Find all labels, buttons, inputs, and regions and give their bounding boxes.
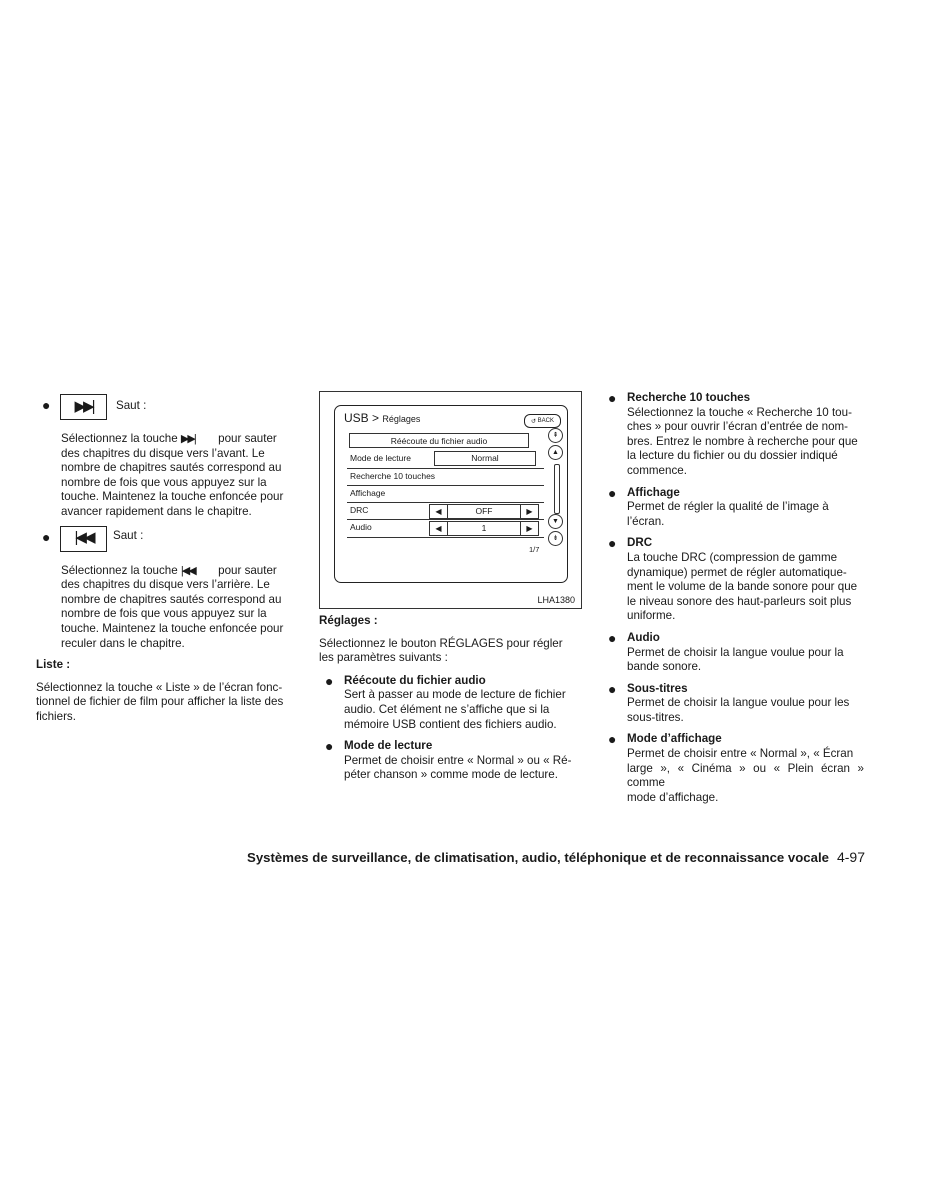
item-title: Affichage <box>627 485 680 499</box>
item-title: Audio <box>627 630 660 644</box>
audio-left-arrow-icon[interactable]: ◀ <box>429 521 448 536</box>
line: Permet de choisir entre « Normal », « Écran <box>627 747 854 761</box>
line: l’écran. <box>627 514 665 528</box>
row-label: Audio <box>350 522 372 532</box>
line: Permet de choisir la langue voulue pour les <box>627 696 850 710</box>
item-reecoute <box>319 674 581 732</box>
back-label: BACK <box>537 418 555 424</box>
list-bottom-line <box>347 537 544 538</box>
item-title: Mode d’affichage <box>627 732 722 746</box>
footer-title: Systèmes de surveillance, de climatisation, audio, téléphonique et de reconnaissance vocale <box>247 850 829 865</box>
scrollbar[interactable] <box>554 464 560 514</box>
page-down-icon[interactable]: ⇟ <box>548 531 563 546</box>
item-title: Recherche 10 touches <box>627 391 751 404</box>
bullet: ● <box>325 672 334 689</box>
saut-back-section <box>36 530 298 560</box>
line: sous-titres. <box>627 710 684 724</box>
reglages-intro <box>319 637 581 666</box>
reglages-heading: Réglages : <box>319 614 378 627</box>
line: la lecture du fichier ou du dossier indiqué <box>627 449 838 463</box>
bullet: ● <box>608 484 617 501</box>
line: touche. Maintenez la touche enfoncée pour <box>61 490 284 504</box>
item-mode-lecture <box>319 739 581 783</box>
line: nombre de chapitres sautés correspond au <box>61 592 282 606</box>
drc-left-arrow-icon[interactable]: ◀ <box>429 504 448 519</box>
back-button[interactable]: ↺ BACK <box>524 414 561 428</box>
item-sous-titres <box>602 682 864 726</box>
saut-back-pre: Sélectionnez la touche <box>61 563 178 577</box>
line: péter chanson » comme mode de lecture. <box>344 768 558 782</box>
line: le niveau sonore des haut-parleurs soit plus <box>627 594 852 608</box>
drc-right-arrow-icon[interactable]: ▶ <box>520 504 539 519</box>
saut-back-desc <box>36 564 298 652</box>
row-label: Mode de lecture <box>350 453 411 463</box>
item-title: Mode de lecture <box>344 739 433 753</box>
saut-forward-section <box>36 398 298 428</box>
row-label: Affichage <box>350 488 386 498</box>
scroll-up-icon[interactable]: ▲ <box>548 445 563 460</box>
line: Permet de choisir entre « Normal » ou « Ré- <box>344 753 572 767</box>
middle-column <box>319 614 581 783</box>
figure-code: LHA1380 <box>537 595 575 605</box>
row-label: DRC <box>350 505 369 515</box>
line: Permet de régler la qualité de l’image à <box>627 500 829 514</box>
saut-forward-desc <box>36 432 298 520</box>
bullet: ● <box>325 738 334 755</box>
item-mode-affichage <box>602 732 864 805</box>
item-audio <box>602 631 864 675</box>
line: mode d’affichage. <box>627 790 719 804</box>
audio-value: 1 <box>447 521 521 536</box>
line: mémoire USB contient des fichiers audio. <box>344 717 557 731</box>
menu-row-reecoute[interactable]: Réécoute du fichier audio <box>349 433 529 448</box>
line: Sélectionnez le bouton RÉGLAGES pour régler <box>319 636 563 650</box>
item-drc <box>602 536 864 624</box>
line: des chapitres du disque vers l’avant. Le <box>61 446 265 460</box>
line: les paramètres suivants : <box>319 651 448 665</box>
line: bande sonore. <box>627 660 702 674</box>
screen-title-main: USB > <box>344 411 383 425</box>
screen-title <box>344 411 420 425</box>
page-up-icon[interactable]: ⇞ <box>548 428 563 443</box>
bullet: ● <box>608 731 617 748</box>
bullet: ● <box>608 535 617 552</box>
mode-lecture-value: Normal <box>434 451 536 466</box>
drc-value: OFF <box>447 504 521 519</box>
page-number: 4-97 <box>836 849 865 865</box>
saut-forward-label: Saut : <box>116 399 147 412</box>
liste-heading: Liste : <box>36 658 71 672</box>
line: ment le volume de la bande sonore pour que <box>627 580 858 594</box>
liste-desc <box>36 681 298 725</box>
screen-title-sub: Réglages <box>382 414 421 424</box>
scroll-down-icon[interactable]: ▼ <box>548 514 563 529</box>
right-column <box>602 391 864 805</box>
line: touche. Maintenez la touche enfoncée pour <box>61 621 284 635</box>
line: nombre de chapitres sautés correspond au <box>61 461 282 475</box>
page-indicator: 1/7 <box>529 545 540 554</box>
line: audio. Cet élément ne s’affiche que si la <box>344 702 550 716</box>
settings-screen-figure <box>319 391 582 609</box>
bullet: ● <box>42 397 51 413</box>
line: Sélectionnez la touche « Liste » de l’écran fonc- <box>36 680 283 694</box>
menu-row-recherche[interactable] <box>347 468 544 483</box>
menu-row-affichage[interactable] <box>347 485 544 500</box>
line: bres. Entrez le nombre à recherche pour que <box>627 434 858 448</box>
skip-back-icon: |◀◀ <box>180 564 195 577</box>
saut-forward-pre: Sélectionnez la touche <box>61 432 178 445</box>
skip-back-icon: |◀◀ <box>60 526 107 552</box>
line: tionnel de fichier de film pour afficher la liste des <box>36 695 284 709</box>
usb-settings-screen <box>334 405 568 583</box>
bullet: ● <box>42 528 51 545</box>
line: nombre de fois que vous appuyez sur la <box>61 475 267 489</box>
line: Permet de choisir la langue voulue pour la <box>627 645 844 659</box>
saut-back-label: Saut : <box>113 528 144 542</box>
line: uniforme. <box>627 609 676 623</box>
line: La touche DRC (compression de gamme <box>627 550 838 564</box>
item-affichage <box>602 486 864 530</box>
skip-forward-icon: ▶▶| <box>180 433 195 445</box>
line: large », « Cinéma » ou « Plein écran » comme <box>627 761 864 790</box>
line: reculer dans le chapitre. <box>61 636 185 650</box>
line: commence. <box>627 463 687 477</box>
saut-back-post: pour sauter <box>218 563 277 577</box>
item-title: Réécoute du fichier audio <box>344 673 486 687</box>
line: Sert à passer au mode de lecture de fichier <box>344 688 566 702</box>
left-column <box>36 398 298 725</box>
row-label: Recherche 10 touches <box>350 471 436 481</box>
bullet: ● <box>608 629 617 646</box>
audio-right-arrow-icon[interactable]: ▶ <box>520 521 539 536</box>
item-title: DRC <box>627 536 653 550</box>
saut-forward-post: pour sauter <box>218 432 277 445</box>
line: ches » pour ouvrir l’écran d’entrée de nom- <box>627 420 849 434</box>
line: des chapitres du disque vers l’arrière. Le <box>61 578 270 592</box>
item-recherche <box>602 391 864 479</box>
line: dynamique) permet de régler automatique- <box>627 565 847 579</box>
bullet: ● <box>608 390 617 406</box>
item-title: Sous-titres <box>627 681 688 695</box>
line: nombre de fois que vous appuyez sur la <box>61 607 267 621</box>
line: avancer rapidement dans le chapitre. <box>61 504 252 518</box>
line: Sélectionnez la touche « Recherche 10 tou- <box>627 405 852 419</box>
bullet: ● <box>608 680 617 697</box>
page-footer <box>200 849 865 865</box>
skip-forward-icon: ▶▶| <box>60 394 107 420</box>
line: fichiers. <box>36 709 76 723</box>
